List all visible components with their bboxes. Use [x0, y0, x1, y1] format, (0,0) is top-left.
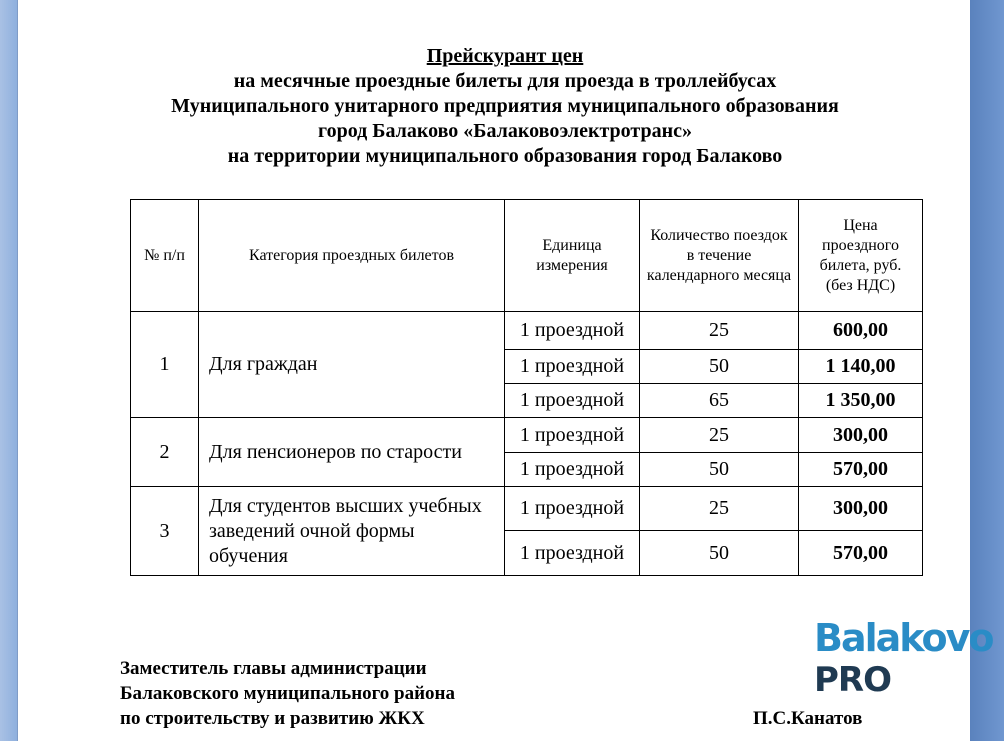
title-line: на месячные проездные билеты для проезда в троллейбусах	[233, 70, 777, 92]
row-num: 2	[131, 418, 199, 487]
row-category: Для студентов высших учебных заведений очной формы обучения	[199, 487, 505, 576]
cell-trips: 65	[640, 384, 799, 418]
price-table	[130, 199, 923, 576]
signatory-name: П.С.Канатов	[753, 708, 863, 729]
row-category: Для пенсионеров по старости	[199, 418, 505, 487]
signature-block	[120, 656, 540, 731]
signature-line: Балаковского муниципального района	[120, 683, 456, 704]
row-num: 1	[131, 312, 199, 418]
cell-unit: 1 проездной	[505, 487, 640, 531]
table-row	[131, 487, 923, 531]
document-title	[40, 44, 970, 169]
header-price: Цена проездного билета, руб. (без НДС)	[799, 200, 923, 312]
cell-trips: 50	[640, 531, 799, 576]
cell-trips: 50	[640, 453, 799, 487]
table-row	[131, 312, 923, 350]
row-category: Для граждан	[199, 312, 505, 418]
cell-unit: 1 проездной	[505, 312, 640, 350]
cell-trips: 25	[640, 487, 799, 531]
cell-unit: 1 проездной	[505, 418, 640, 453]
header-num: № п/п	[131, 200, 199, 312]
cell-unit: 1 проездной	[505, 350, 640, 384]
cell-trips: 25	[640, 418, 799, 453]
title-line: Прейскурант цен	[426, 45, 584, 67]
table-row	[131, 418, 923, 453]
cell-trips: 50	[640, 350, 799, 384]
cell-price: 1 350,00	[799, 384, 923, 418]
cell-unit: 1 проездной	[505, 384, 640, 418]
cell-price: 300,00	[799, 487, 923, 531]
cell-price: 1 140,00	[799, 350, 923, 384]
logo-text-balakovo: Balakovo	[814, 616, 993, 660]
header-trips: Количество поездок в течение календарного месяца	[640, 200, 799, 312]
title-line: город Балаково «Балаковоэлектротранс»	[317, 120, 692, 142]
left-margin-bar	[0, 0, 18, 741]
signature-line: по строительству и развитию ЖКХ	[120, 708, 425, 729]
cell-price: 570,00	[799, 453, 923, 487]
cell-price: 600,00	[799, 312, 923, 350]
row-num: 3	[131, 487, 199, 576]
signature-line: Заместитель главы администрации	[120, 658, 427, 679]
cell-price: 570,00	[799, 531, 923, 576]
logo-text-pro: PRO	[814, 660, 892, 700]
cell-unit: 1 проездной	[505, 453, 640, 487]
cell-unit: 1 проездной	[505, 531, 640, 576]
table-header-row	[131, 200, 923, 312]
header-unit: Единица измерения	[505, 200, 640, 312]
cell-trips: 25	[640, 312, 799, 350]
cell-price: 300,00	[799, 418, 923, 453]
title-line: Муниципального унитарного предприятия муниципального образования	[171, 95, 839, 117]
header-category: Категория проездных билетов	[199, 200, 505, 312]
balakovo-pro-logo	[814, 616, 993, 700]
title-line: на территории муниципального образования город Балаково	[227, 145, 783, 167]
